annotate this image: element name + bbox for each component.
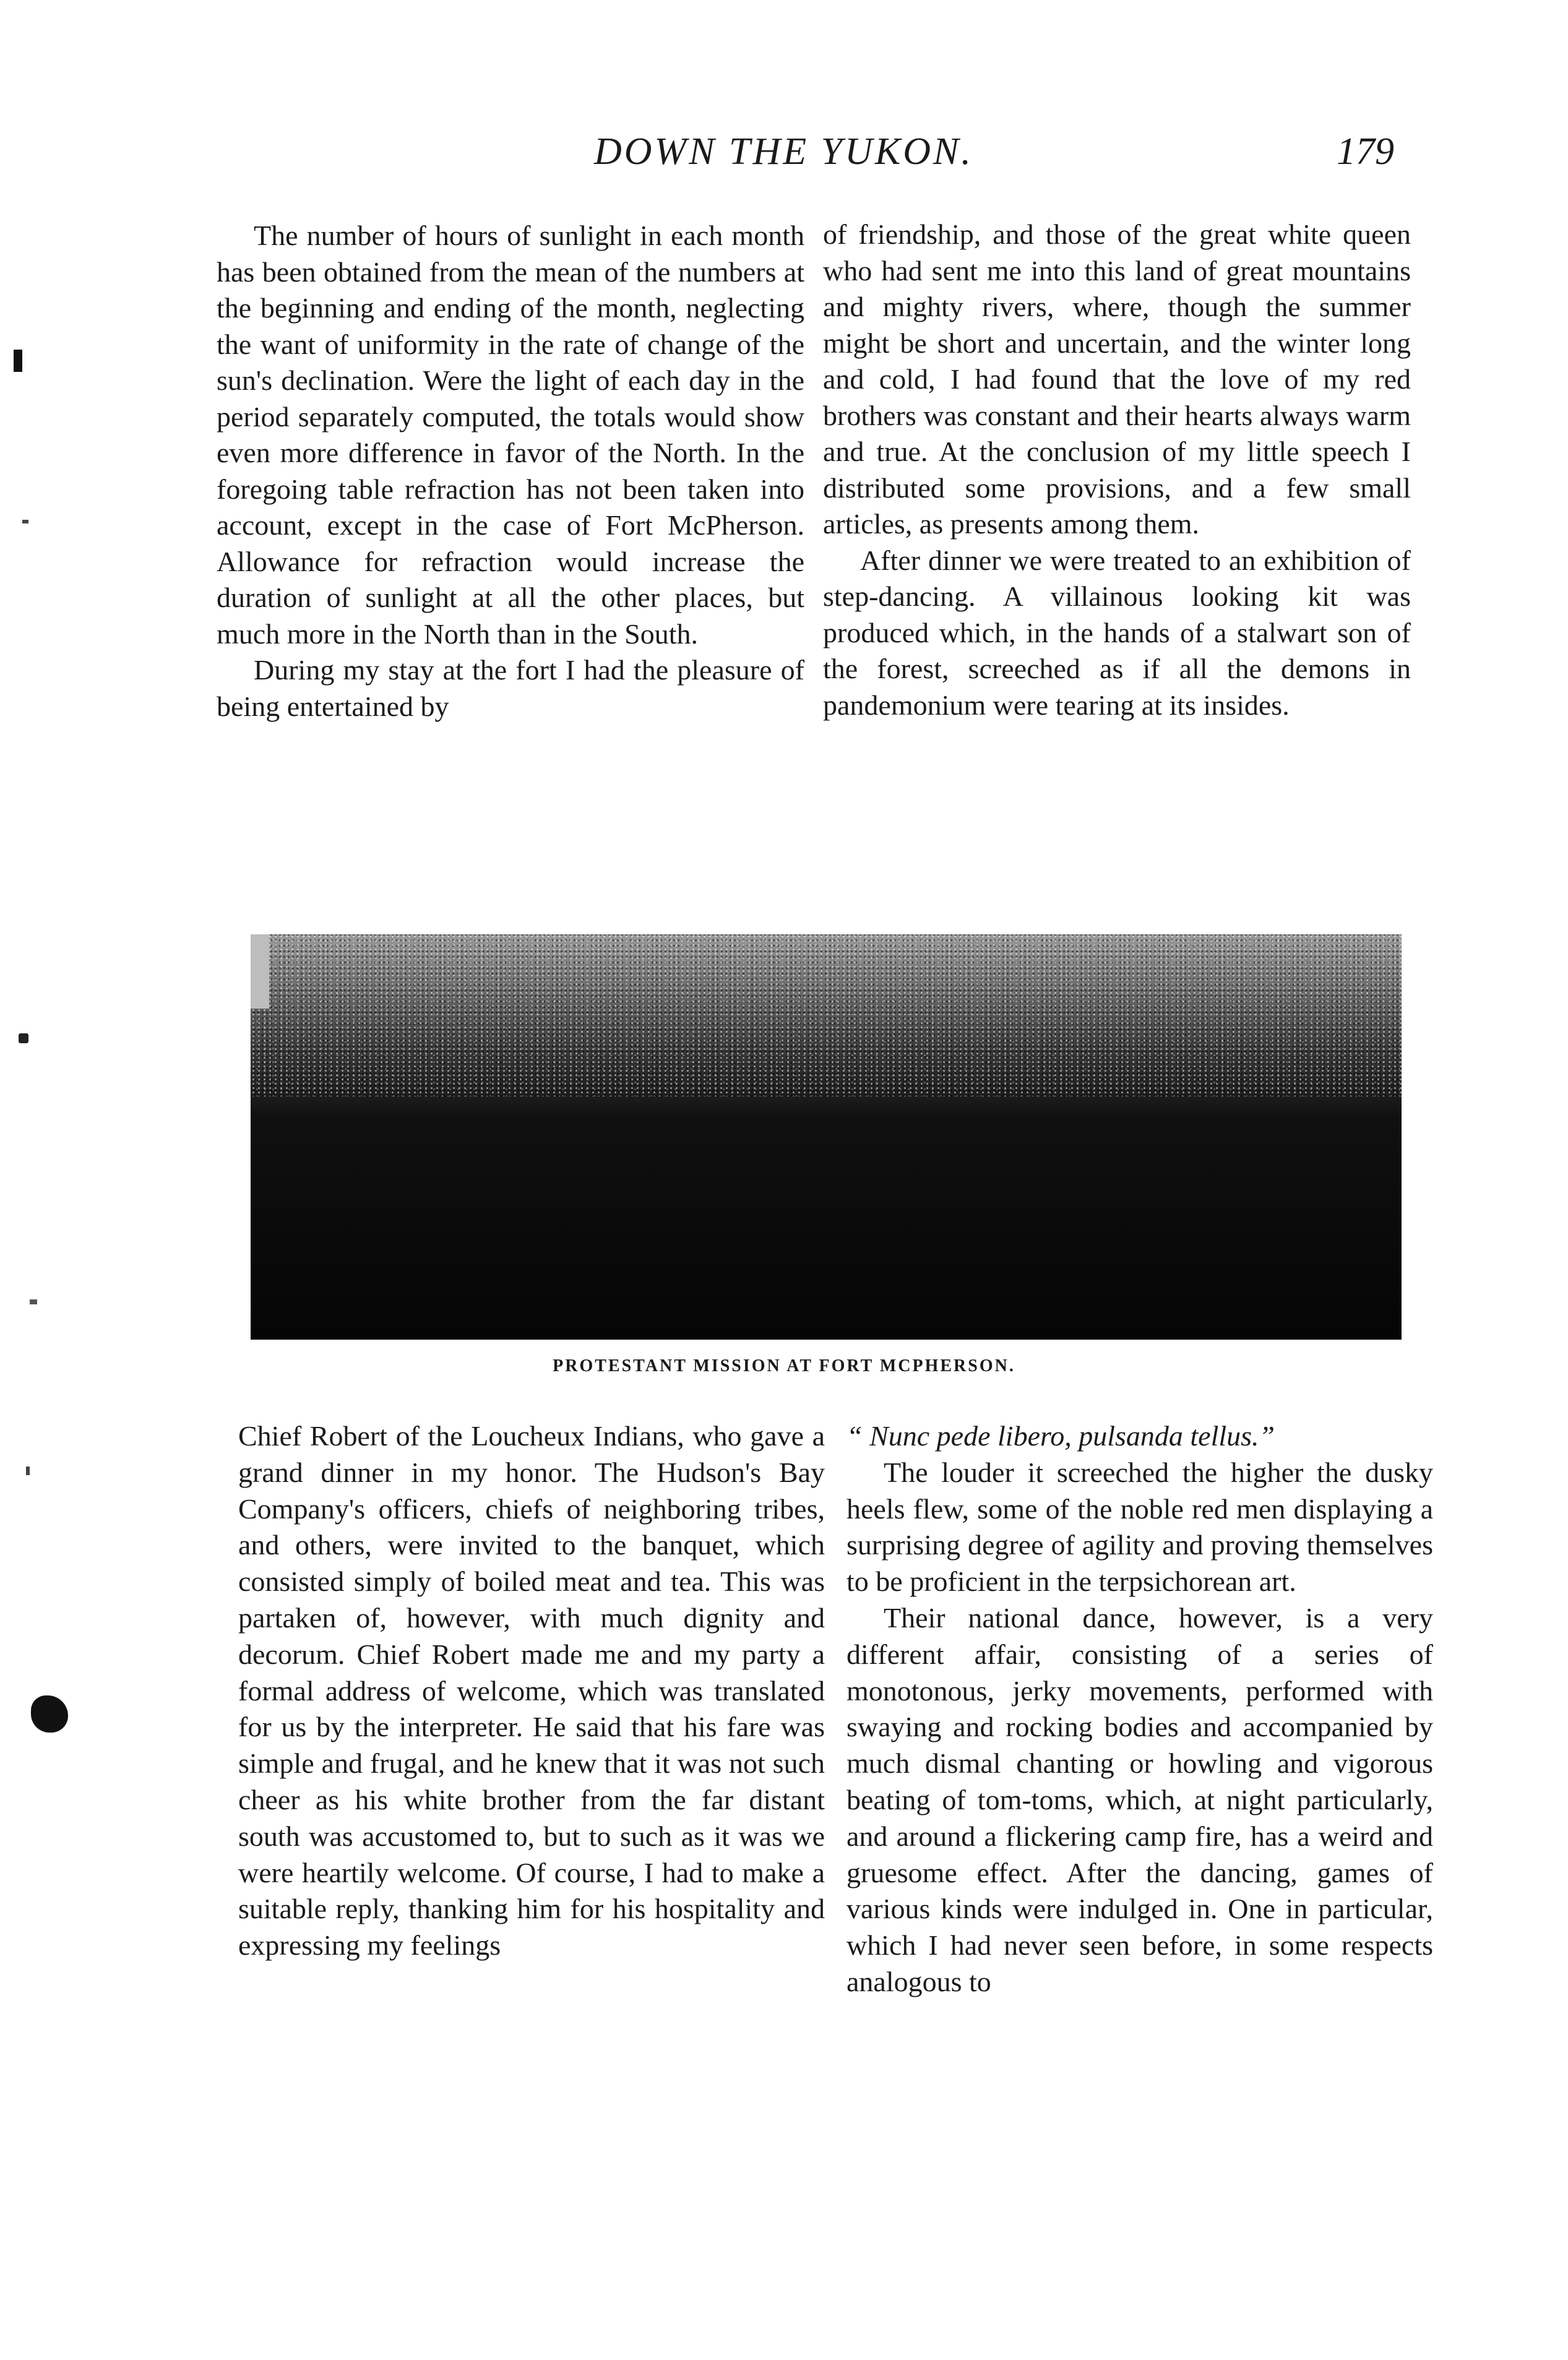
paragraph: The number of hours of sunlight in each month has been obtained from the mean of the numbers at the beginning and ending of the month, neglecting the want of uniformity in the rate of change of the sun's declination. Were the light of each day in the period separately computed, the totals would show even more difference in favor of the North. In the foregoing table refraction has not been taken into account, except in the case of Fort McPherson. Allowance for refraction would increase the duration of sunlight at all the other places, but much more in the North than in the South. xyxy=(217,220,804,650)
paragraph: Their national dance, however, is a very different affair, consisting of a series of monotonous, jerky movements, performed with swaying and rocking bodies and accompanied by much dismal chanting or howling and vigorous beating of tom-toms, which, at night particularly, and around a flickering camp fire, has a weird and gruesome effect. After the dancing, games of various kinds were indulged in. One in particular, which I had never seen before, in some respects analogous to xyxy=(846,1601,1433,1997)
paragraph: The louder it screeched the higher the dusky heels flew, some of the noble red men displaying a surprising degree of agility and proving themselves to be proficient in the terpsichorean art. xyxy=(846,1456,1433,1598)
margin-blot xyxy=(31,1695,68,1733)
paragraph: Chief Robert of the Loucheux Indians, who gave a grand dinner in my honor. The Hudson's Bay Company's officers, chiefs of neighboring tribes, and others, were invited to the banquet, which consisted simply of boiled meat and tea. This was partaken of, however, with much dignity and decorum. Chief Robert made me and my party a formal address of welcome, which was translated for us by the interpreter. He said that his fare was simple and frugal, and he knew that it was not such cheer as his white brother from the far distant south was accustomed to, but to such as it was we were heartily welcome. Of course, I had to make a suitable reply, thanking him for his hospitality and expressing my feelings xyxy=(238,1420,825,1962)
page-header xyxy=(0,130,1568,186)
photo-edge xyxy=(251,934,269,1009)
margin-mark xyxy=(26,1466,30,1475)
paragraph: of friendship, and those of the great white queen who had sent me into this land of great mountains and mighty rivers, where, though the summer might be short and uncertain, and the winter long and cold, I had found that the love of my red brothers was constant and their hearts always warm and true. At the conclusion of my little speech I distributed some provisions, and a few small articles, as presents among them. xyxy=(823,218,1411,540)
page-number: 179 xyxy=(1337,131,1394,173)
column-bottom-left xyxy=(238,1418,825,1964)
column-top-left xyxy=(217,218,804,725)
photo-texture xyxy=(251,934,1402,1096)
latin-quote: “ Nunc pede libero, pulsanda tellus.” xyxy=(846,1420,1275,1452)
running-title: DOWN THE YUKON. xyxy=(594,131,973,173)
column-bottom-right xyxy=(846,1418,1433,2000)
paragraph: During my stay at the fort I had the pleasure of being entertained by xyxy=(217,654,804,722)
paragraph: After dinner we were treated to an exhibition of step-dancing. A villainous looking kit was produced which, in the hands of a stalwart son of the forest, screeched as if all the demons in pandemonium were tearing at its insides. xyxy=(823,544,1411,721)
margin-mark xyxy=(19,1033,28,1043)
margin-mark xyxy=(22,520,28,523)
margin-mark xyxy=(14,350,22,372)
margin-mark xyxy=(30,1299,37,1304)
column-top-right xyxy=(823,217,1411,723)
figure-caption: PROTESTANT MISSION AT FORT MCPHERSON. xyxy=(553,1356,1015,1376)
photograph-plate xyxy=(251,934,1402,1340)
